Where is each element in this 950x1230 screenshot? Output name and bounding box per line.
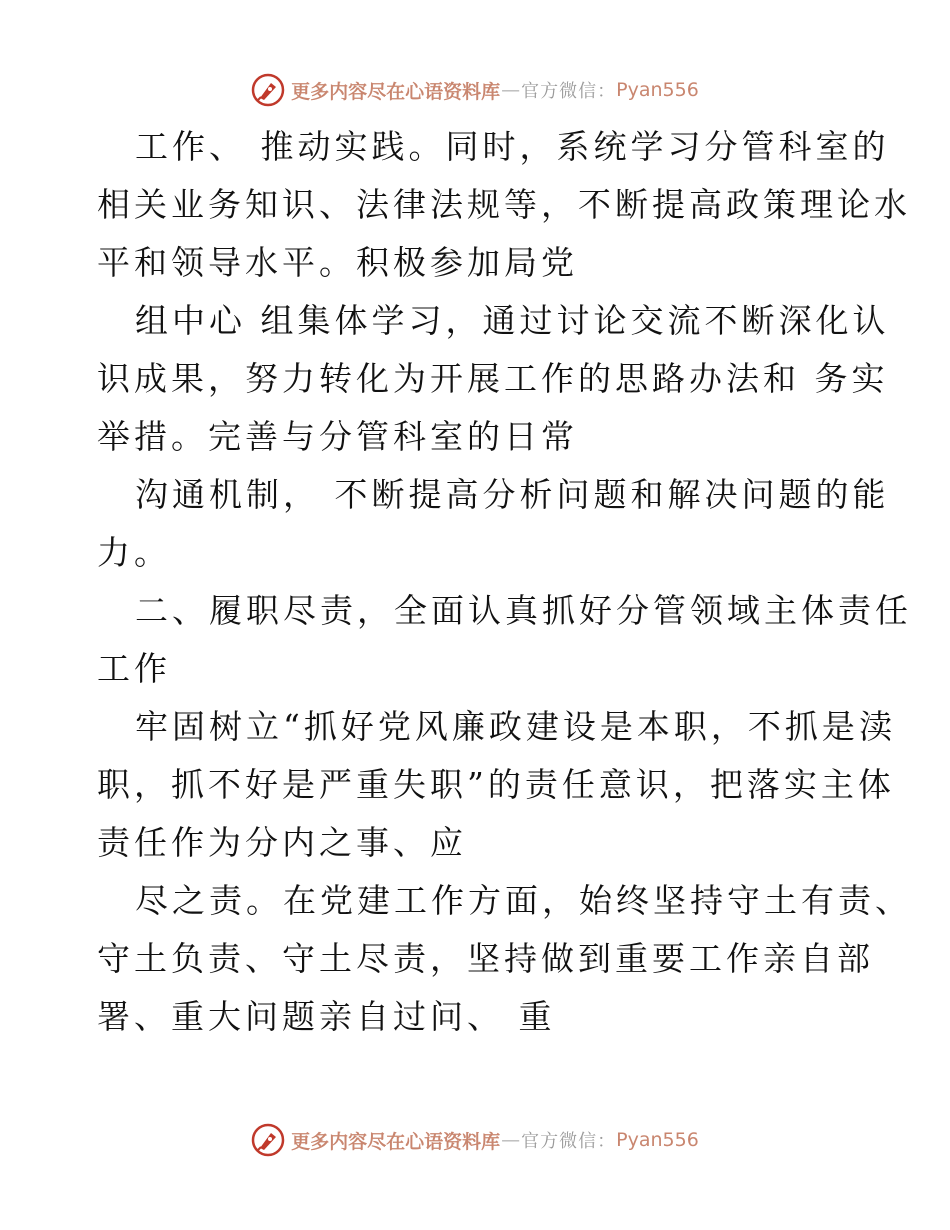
watermark-dash: —	[501, 1129, 521, 1151]
body-line: 牢固树立“抓好党风廉政建设是本职，不抓是渎	[135, 707, 896, 746]
document-body	[97, 118, 912, 1046]
body-line: 守土负责、守土尽责，坚持做到重要工作亲自部	[97, 939, 874, 978]
body-line: 组中心 组集体学习，通过讨论交流不断深化认	[135, 301, 890, 340]
body-line: 平和领导水平。积极参加局党	[97, 243, 578, 282]
section-heading-line: 工作	[97, 649, 171, 688]
body-line: 署、重大问题亲自过问、 重	[97, 997, 556, 1036]
body-line: 责任作为分内之事、应	[97, 823, 467, 862]
watermark-wechat-id: Pyan556	[616, 79, 699, 101]
body-line: 沟通机制， 不断提高分析问题和解决问题的能	[135, 475, 890, 514]
body-line: 识成果，努力转化为开展工作的思路办法和 务实	[97, 359, 889, 398]
watermark-dash: —	[501, 79, 521, 101]
watermark-official-label: 官方微信：	[521, 81, 617, 102]
body-line: 相关业务知识、法律法规等，不断提高政策理论水	[97, 185, 911, 224]
watermark-wechat-id: Pyan556	[616, 1129, 699, 1151]
page-footer-watermark	[0, 1120, 950, 1160]
section-heading-line: 二、履职尽责，全面认真抓好分管领域主体责任	[135, 591, 912, 630]
page-header-watermark	[0, 70, 950, 110]
body-line: 工作、 推动实践。同时，系统学习分管科室的	[135, 127, 890, 166]
body-line: 力。	[97, 533, 171, 572]
body-line: 尽之责。在党建工作方面，始终坚持守土有责、	[135, 881, 912, 920]
body-line: 举措。完善与分管科室的日常	[97, 417, 578, 456]
body-line: 职，抓不好是严重失职”的责任意识，把落实主体	[97, 765, 895, 804]
pen-nib-logo-icon	[251, 1123, 285, 1157]
watermark-text: 更多内容尽在心语资料库	[291, 80, 501, 103]
pen-nib-logo-icon	[251, 73, 285, 107]
watermark-official-label: 官方微信：	[521, 1131, 617, 1152]
watermark-text: 更多内容尽在心语资料库	[291, 1130, 501, 1153]
